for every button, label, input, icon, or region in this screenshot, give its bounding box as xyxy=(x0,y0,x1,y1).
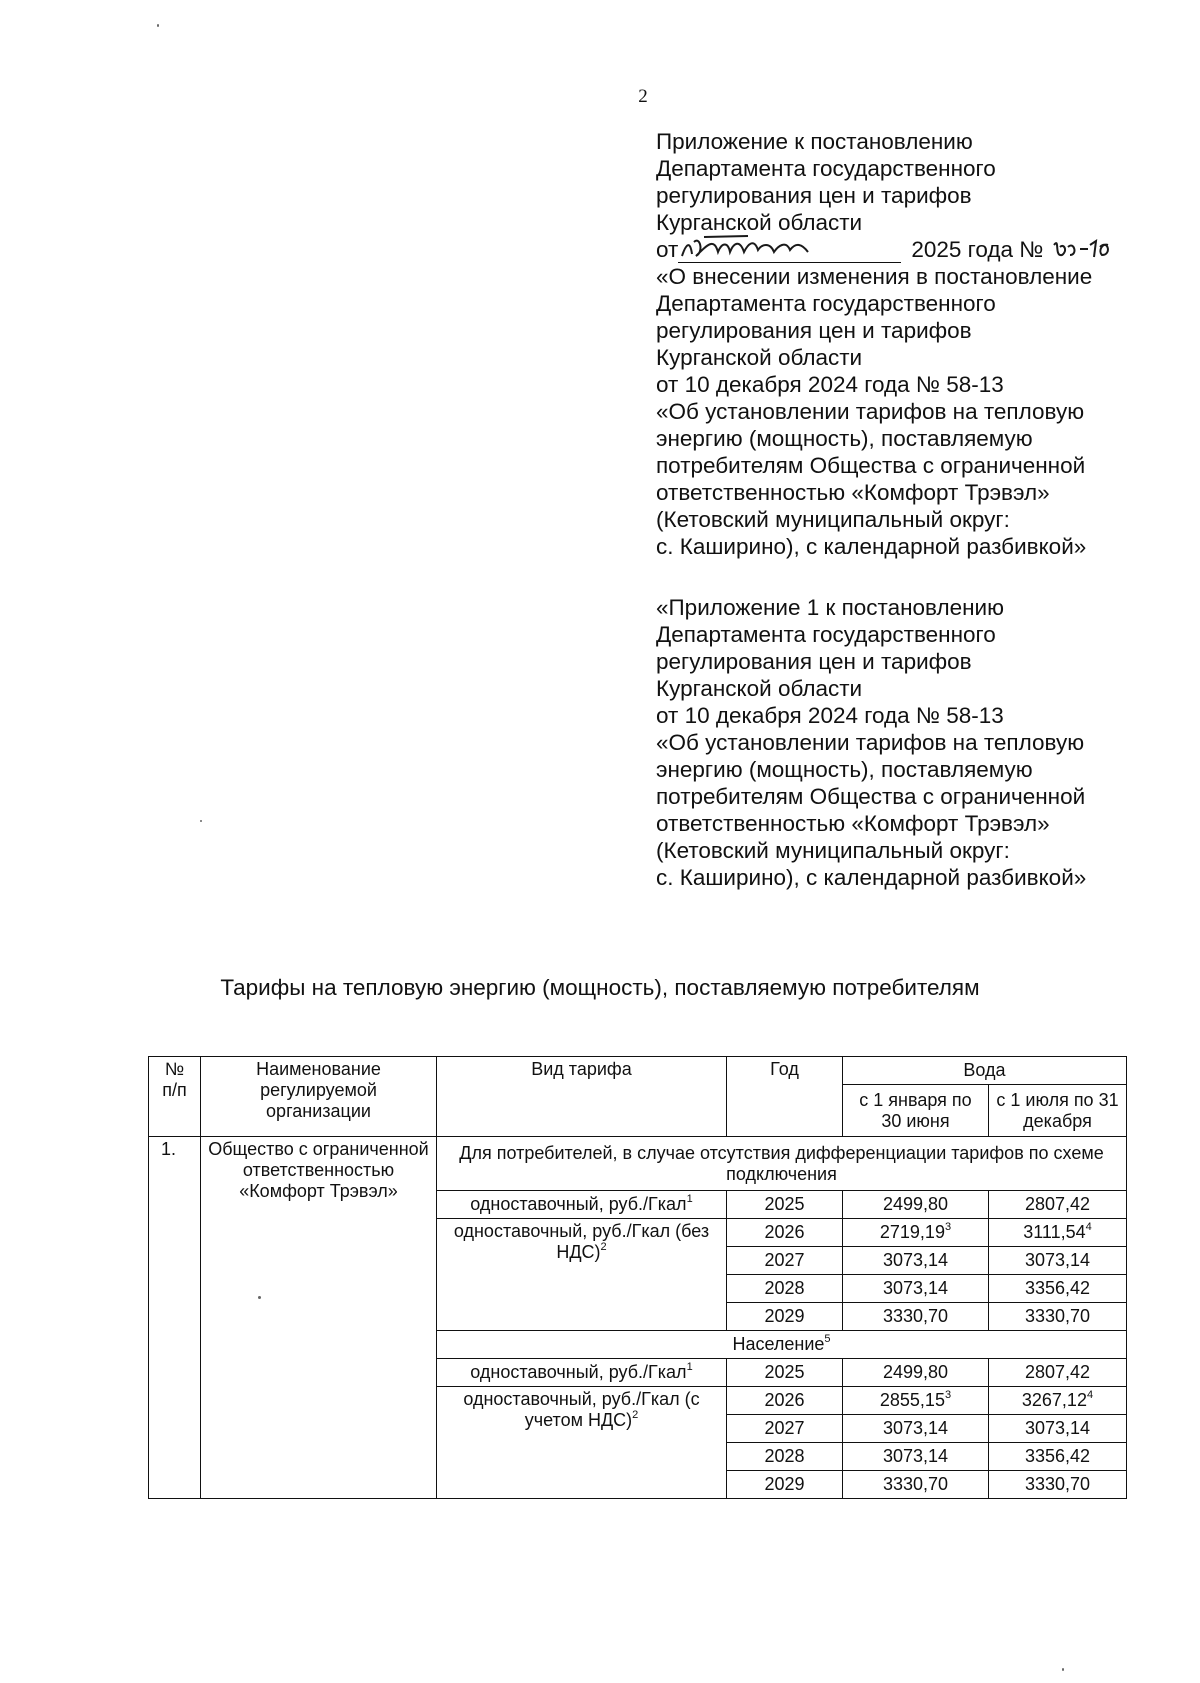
header-line: регулирования цен и тарифов xyxy=(656,318,972,343)
value-cell xyxy=(989,1387,1127,1415)
footnote-mark: 1 xyxy=(686,1361,693,1373)
date-prefix: от xyxy=(656,237,679,262)
header-line: потребителям Общества с ограниченной xyxy=(656,453,1086,478)
header-line: «Приложение 1 к постановлению xyxy=(656,595,1004,620)
handwritten-number-signature xyxy=(1050,235,1126,263)
handwritten-date-signature xyxy=(678,234,838,262)
value-cell xyxy=(843,1219,989,1247)
tariff-single-rate-with-vat xyxy=(437,1387,727,1499)
header-line: Департамента государственного xyxy=(656,291,996,316)
header-period-2: с 1 июля по 31 декабря xyxy=(989,1085,1127,1137)
value-cell: 3356,42 xyxy=(989,1275,1127,1303)
value-cell: 2499,80 xyxy=(843,1359,989,1387)
value-cell: 3356,42 xyxy=(989,1443,1127,1471)
header-line: с. Каширино), с календарной разбивкой» xyxy=(656,865,1087,890)
header-water: Вода xyxy=(843,1057,1127,1085)
header-line: Департамента государственного xyxy=(656,156,996,181)
value-text: 3267,12 xyxy=(1021,1390,1087,1410)
header-line: энергию (мощность), поставляемую xyxy=(656,757,1033,782)
tariff-table xyxy=(148,1056,1127,1499)
header-year: Год xyxy=(727,1057,843,1137)
date-suffix: 2025 года № xyxy=(911,237,1044,262)
header-line: «О внесении изменения в постановление xyxy=(656,264,1093,289)
handwritten-number xyxy=(1050,241,1126,263)
table-title: Тарифы на тепловую энергию (мощность), поставляемую потребителям xyxy=(220,975,980,1000)
header-tariff-type: Вид тарифа xyxy=(437,1057,727,1137)
value-cell: 3073,14 xyxy=(843,1275,989,1303)
header-line: ответственностью «Комфорт Трэвэл» xyxy=(656,480,1050,505)
header-line: (Кетовский муниципальный округ: xyxy=(656,507,1010,532)
value-cell: 3073,14 xyxy=(989,1415,1127,1443)
header-line: «Об установлении тарифов на тепловую xyxy=(656,399,1085,424)
section-1-title: Для потребителей, в случае отсутствия дифференциации тарифов по схеме подключения xyxy=(437,1137,1127,1191)
value-cell: 3330,70 xyxy=(843,1471,989,1499)
year-cell: 2027 xyxy=(727,1415,843,1443)
tariff-single-rate xyxy=(437,1191,727,1219)
year-cell: 2028 xyxy=(727,1443,843,1471)
tariff-single-rate-label: одноставочный, руб./Гкал xyxy=(470,1194,687,1214)
handwritten-date xyxy=(678,240,901,263)
value-text: 3111,54 xyxy=(1023,1222,1086,1242)
value-cell: 3073,14 xyxy=(843,1415,989,1443)
header-line: «Об установлении тарифов на тепловую xyxy=(656,730,1085,755)
header-period-1: с 1 января по 30 июня xyxy=(843,1085,989,1137)
header-line: энергию (мощность), поставляемую xyxy=(656,426,1033,451)
year-cell: 2025 xyxy=(727,1191,843,1219)
appendix-header xyxy=(656,128,1156,560)
footnote-mark: 3 xyxy=(944,1389,952,1401)
value-cell: 3330,70 xyxy=(843,1303,989,1331)
tariff-single-rate-no-vat-label: одноставочный, руб./Гкал (без НДС) xyxy=(453,1221,710,1262)
header-number: № п/п xyxy=(149,1057,201,1137)
header-line: Курганской области xyxy=(656,345,863,370)
row-number: 1. xyxy=(149,1137,201,1499)
header-line: (Кетовский муниципальный округ: xyxy=(656,838,1010,863)
header-line: Курганской области xyxy=(656,676,863,701)
footnote-mark: 3 xyxy=(944,1221,952,1233)
value-cell: 3330,70 xyxy=(989,1303,1127,1331)
year-cell: 2029 xyxy=(727,1303,843,1331)
value-cell: 3073,14 xyxy=(843,1247,989,1275)
year-cell: 2025 xyxy=(727,1359,843,1387)
value-cell: 3073,14 xyxy=(843,1443,989,1471)
value-cell xyxy=(989,1219,1127,1247)
year-cell: 2028 xyxy=(727,1275,843,1303)
tariff-single-rate-label: одноставочный, руб./Гкал xyxy=(470,1362,687,1382)
section-2-title-text: Население xyxy=(732,1334,825,1354)
footnote-mark: 4 xyxy=(1086,1389,1094,1401)
header-line: Приложение к постановлению xyxy=(656,129,973,154)
scan-speck xyxy=(258,1296,261,1299)
tariff-single-rate-with-vat-label: одноставочный, руб./Гкал (с учетом НДС) xyxy=(463,1389,700,1430)
value-cell: 3330,70 xyxy=(989,1471,1127,1499)
value-cell: 3073,14 xyxy=(989,1247,1127,1275)
value-cell: 2499,80 xyxy=(843,1191,989,1219)
year-cell: 2027 xyxy=(727,1247,843,1275)
footnote-mark: 2 xyxy=(632,1409,639,1421)
year-cell: 2029 xyxy=(727,1471,843,1499)
scan-speck xyxy=(157,24,159,27)
value-cell: 2807,42 xyxy=(989,1359,1127,1387)
header-line: с. Каширино), с календарной разбивкой» xyxy=(656,534,1087,559)
value-text: 2855,15 xyxy=(879,1390,945,1410)
tariff-single-rate xyxy=(437,1359,727,1387)
year-cell: 2026 xyxy=(727,1219,843,1247)
appendix-1-header xyxy=(656,594,1156,891)
header-line: потребителям Общества с ограниченной xyxy=(656,784,1086,809)
header-line: от 10 декабря 2024 года № 58-13 xyxy=(656,372,1004,397)
header-line: от 10 декабря 2024 года № 58-13 xyxy=(656,703,1004,728)
footnote-mark: 2 xyxy=(600,1241,607,1253)
header-line: Департамента государственного xyxy=(656,622,996,647)
value-text: 2719,19 xyxy=(879,1222,945,1242)
header-org-name: Наименование регулируемой организации xyxy=(201,1057,437,1137)
date-line xyxy=(656,236,1156,263)
value-cell xyxy=(843,1387,989,1415)
org-name: Общество с ограниченной ответственностью «Комфорт Трэвэл» xyxy=(201,1137,437,1499)
value-cell: 2807,42 xyxy=(989,1191,1127,1219)
scan-speck xyxy=(1062,1668,1064,1671)
scan-speck xyxy=(200,820,202,822)
footnote-mark: 1 xyxy=(686,1193,693,1205)
footnote-mark: 4 xyxy=(1085,1221,1092,1233)
header-line: Курганской области xyxy=(656,210,863,235)
header-line: ответственностью «Комфорт Трэвэл» xyxy=(656,811,1050,836)
page-number: 2 xyxy=(638,86,648,107)
tariff-single-rate-no-vat xyxy=(437,1219,727,1331)
header-line: регулирования цен и тарифов xyxy=(656,183,972,208)
footnote-mark: 5 xyxy=(824,1333,831,1345)
header-line: регулирования цен и тарифов xyxy=(656,649,972,674)
year-cell: 2026 xyxy=(727,1387,843,1415)
section-2-title xyxy=(437,1331,1127,1359)
